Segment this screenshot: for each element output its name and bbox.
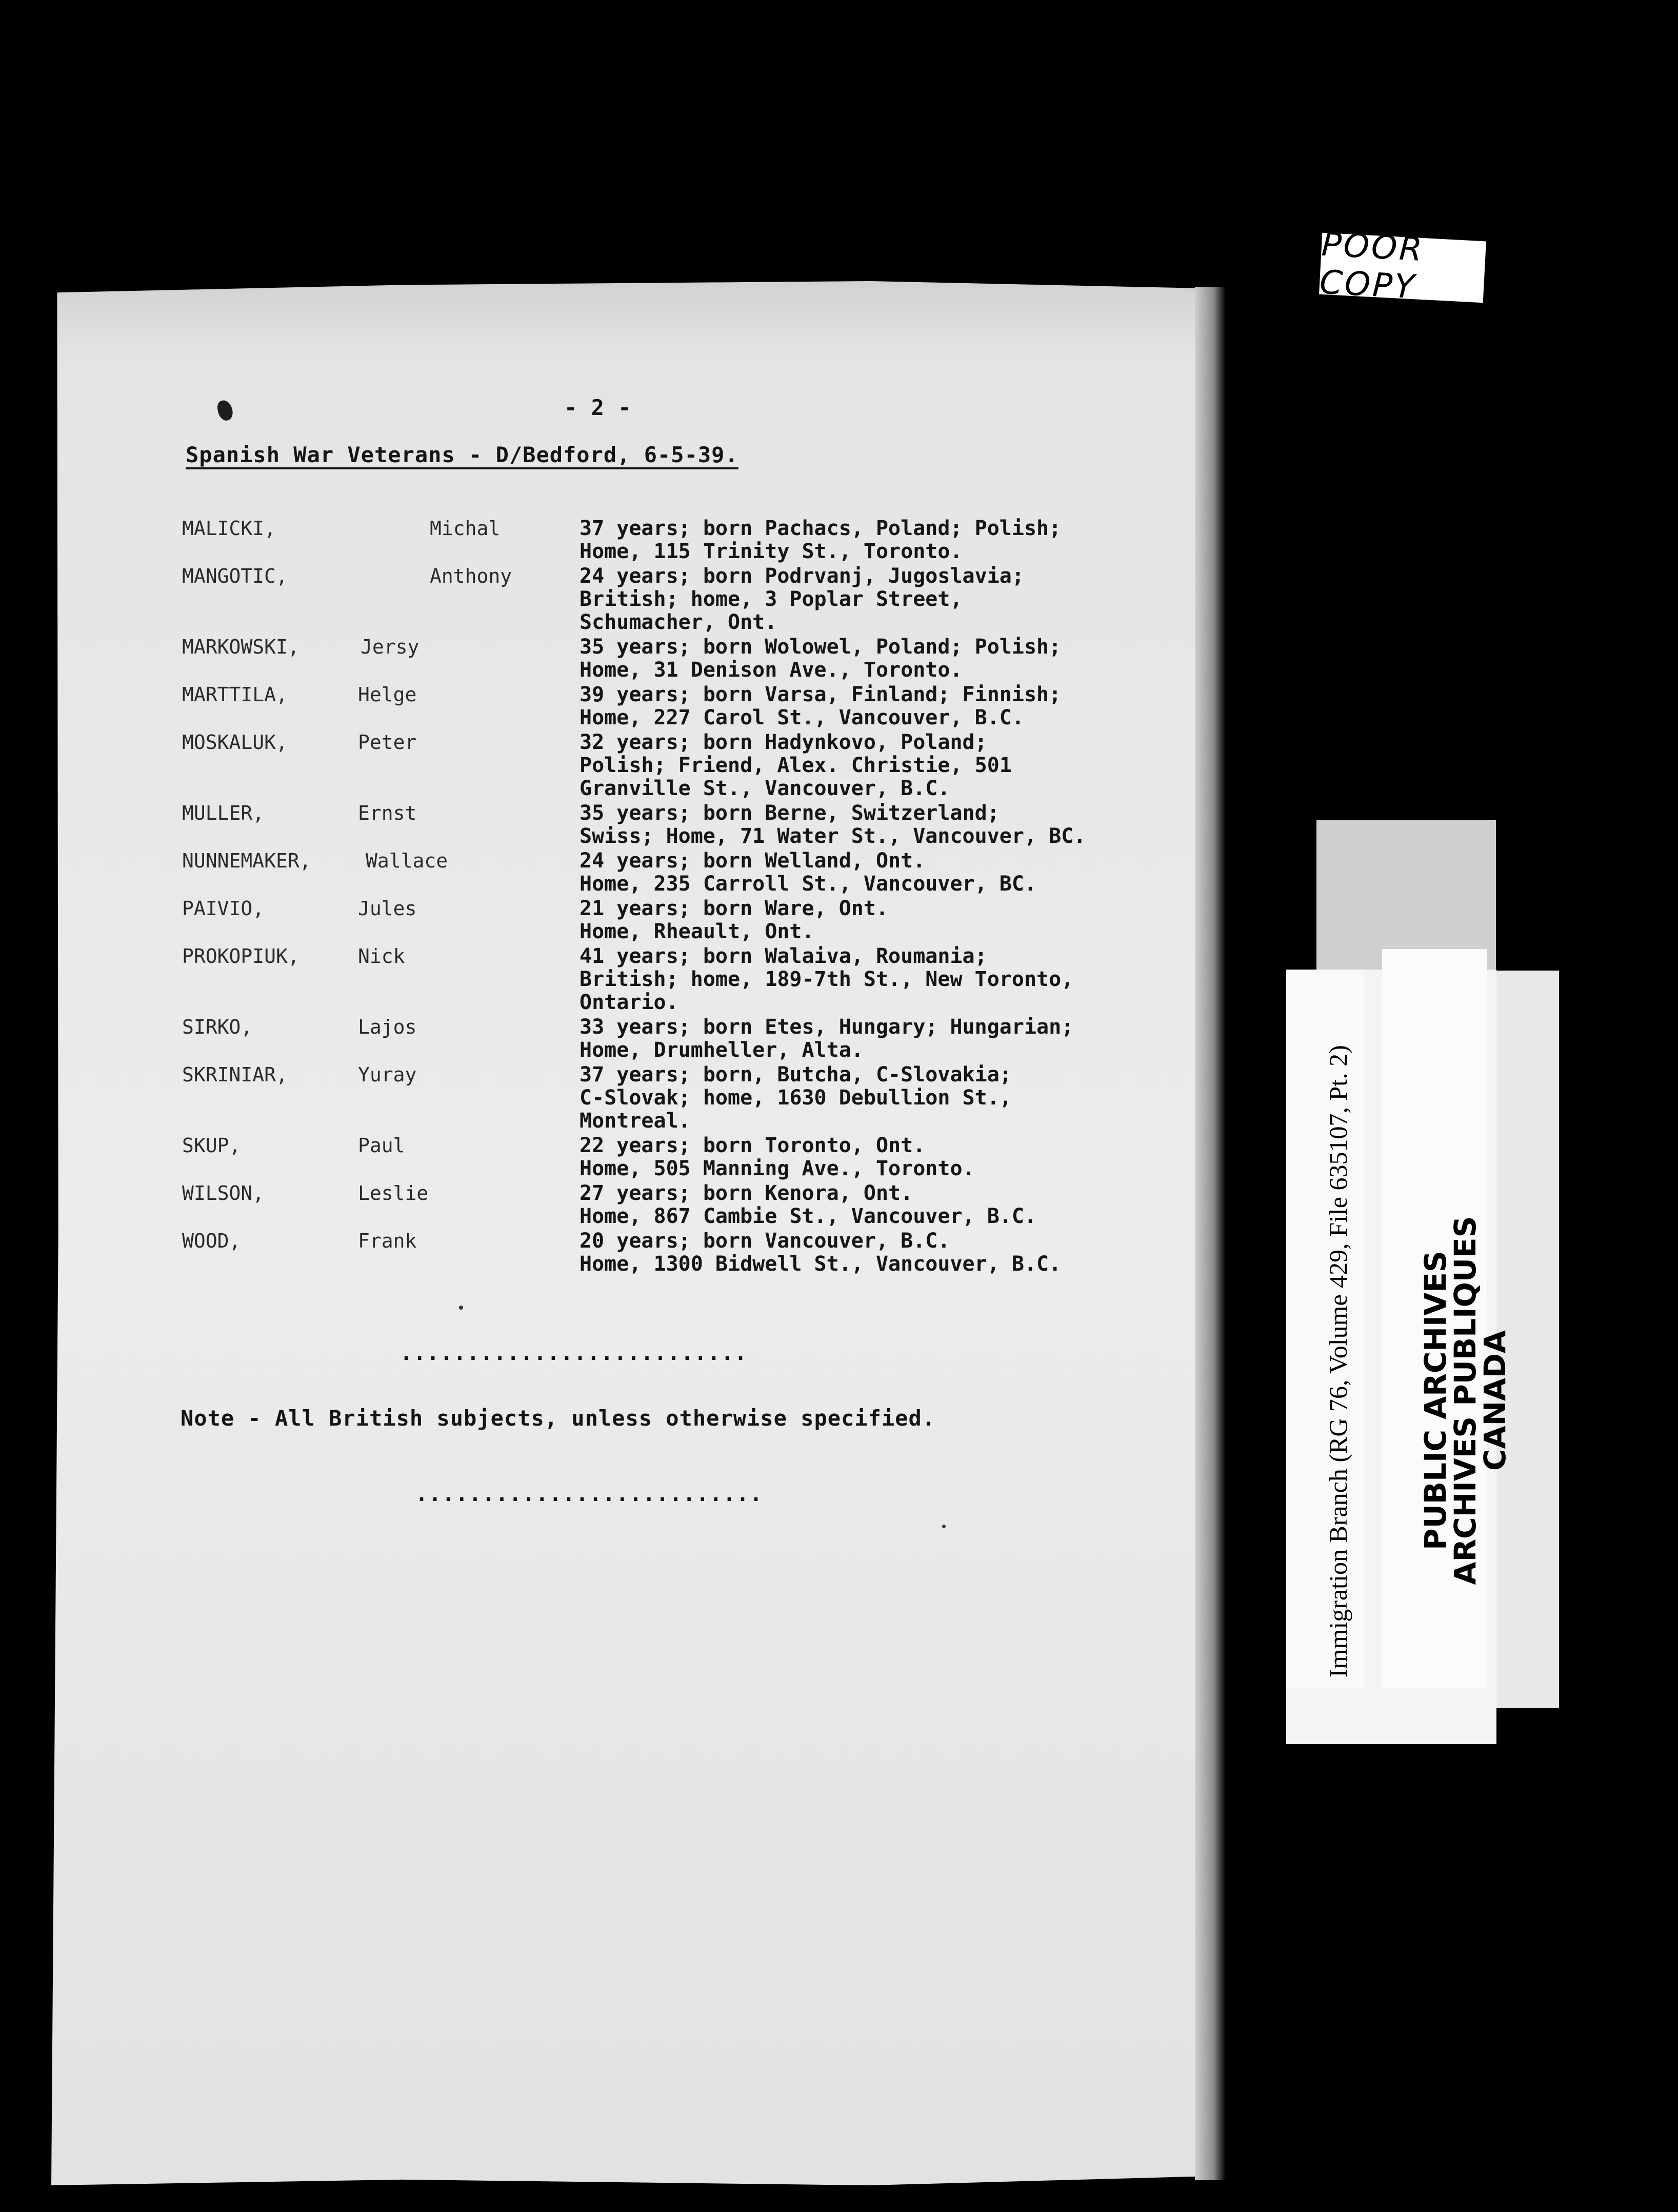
entry-detail-line: Polish; Friend, Alex. Christie, 501 [580,754,1012,777]
entry-given-name: Anthony [430,565,512,587]
entry-surname: NUNNEMAKER, [182,850,311,872]
entry-given-name: Frank [358,1230,417,1252]
entry-detail-line: British; home, 3 Poplar Street, [580,587,963,611]
roster-entry [182,1134,1197,1182]
entry-detail-line: 32 years; born Hadynkovo, Poland; [580,730,987,754]
poor-copy-label: POOR COPY [1319,233,1486,303]
speck [459,1306,463,1310]
entry-detail-line: Home, 235 Carroll St., Vancouver, BC. [580,872,1037,896]
entry-given-name: Wallace [366,850,448,872]
entry-detail-line: Home, 505 Manning Ave., Toronto. [580,1157,975,1180]
roster-entry [182,517,1197,565]
entry-details [580,731,1012,800]
entry-detail-line: Home, Rheault, Ont. [580,920,814,943]
entry-given-name: Paul [358,1134,405,1157]
roster-entry [182,945,1197,1016]
entry-details [580,1016,1073,1062]
entry-surname: MARKOWSKI, [182,636,299,658]
note-text: Note - All British subjects, unless otherwise specified. [181,1406,936,1431]
entry-surname: MULLER, [182,802,265,824]
veterans-roster [182,517,1197,1277]
entry-details [580,565,1024,634]
entry-detail-line: Granville St., Vancouver, B.C. [580,777,950,800]
entry-given-name: Peter [358,731,417,754]
entry-detail-line: Ontario. [580,991,678,1014]
entry-given-name: Jersy [361,636,419,658]
archive-stamp-line-3: CANADA [1477,1330,1512,1471]
entry-detail-line: Schumacher, Ont. [580,610,777,634]
entry-surname: MOSKALUK, [182,731,288,754]
roster-entry [182,683,1197,731]
entry-detail-line: 33 years; born Etes, Hungary; Hungarian; [580,1015,1074,1039]
entry-details [580,1230,1061,1276]
entry-detail-line: Home, 1300 Bidwell St., Vancouver, B.C. [580,1252,1062,1276]
entry-detail-line: Home, Drumheller, Alta. [580,1038,864,1062]
entry-surname: WILSON, [182,1182,265,1204]
entry-surname: MALICKI, [182,517,276,540]
separator-top: .......................... [400,1341,748,1365]
archive-stamp [1418,1134,1523,1667]
entry-details [580,802,1086,848]
entry-surname: PROKOPIUK, [182,945,299,967]
entry-given-name: Nick [358,945,405,967]
roster-entry [182,636,1197,683]
roster-entry [182,1016,1197,1063]
archive-stamp-line-2: ARCHIVES PUBLIQUES [1448,1216,1483,1585]
entry-detail-line: C-Slovak; home, 1630 Debullion St., [580,1086,1012,1110]
entry-detail-line: 20 years; born Vancouver, B.C. [580,1229,950,1253]
roster-entry [182,1230,1197,1277]
roster-entry [182,731,1197,802]
entry-surname: PAIVIO, [182,897,265,920]
entry-detail-line: 39 years; born Varsa, Finland; Finnish; [580,683,1062,706]
entry-detail-line: British; home, 189-7th St., New Toronto, [580,967,1074,991]
entry-given-name: Lajos [358,1016,417,1038]
page-number: - 2 - [564,395,632,420]
entry-details [580,517,1061,563]
entry-surname: SKUP, [182,1134,241,1157]
entry-given-name: Jules [358,897,417,920]
entry-given-name: Ernst [358,802,417,824]
roster-entry [182,1063,1197,1134]
archive-stamp-line-1: PUBLIC ARCHIVES [1418,1251,1453,1550]
entry-given-name: Michal [430,517,501,540]
separator-bottom: .......................... [415,1483,764,1506]
entry-surname: SIRKO, [182,1016,253,1038]
roster-entry [182,802,1197,850]
entry-detail-line: 21 years; born Ware, Ont. [580,897,889,920]
entry-detail-line: Home, 227 Carol St., Vancouver, B.C. [580,706,1024,729]
file-reference: Immigration Branch (RG 76, Volume 429, File 635107, Pt. 2) [1324,1045,1352,1677]
document-header: Spanish War Veterans - D/Bedford, 6-5-39. [186,442,738,467]
entry-detail-line: Montreal. [580,1109,691,1133]
entry-detail-line: Home, 867 Cambie St., Vancouver, B.C. [580,1204,1037,1228]
entry-surname: SKRINIAR, [182,1063,288,1086]
speck [942,1525,946,1528]
entry-detail-line: 24 years; born Podrvanj, Jugoslavia; [580,564,1024,588]
roster-entry [182,565,1197,636]
entry-detail-line: 41 years; born Walaiva, Roumania; [580,944,987,968]
entry-detail-line: 24 years; born Welland, Ont. [580,849,926,873]
entry-given-name: Helge [358,683,417,706]
entry-detail-line: 35 years; born Berne, Switzerland; [580,801,1000,825]
entry-surname: MANGOTIC, [182,565,288,587]
entry-given-name: Yuray [358,1063,417,1086]
roster-entry [182,1182,1197,1230]
roster-entry [182,897,1197,945]
entry-surname: MARTTILA, [182,683,288,706]
entry-detail-line: 22 years; born Toronto, Ont. [580,1134,926,1157]
roster-entry [182,850,1197,897]
entry-details [580,1063,1012,1133]
entry-detail-line: Swiss; Home, 71 Water St., Vancouver, BC. [580,824,1086,848]
entry-details [580,945,1073,1014]
entry-detail-line: 35 years; born Wolowel, Poland; Polish; [580,635,1062,659]
entry-detail-line: 27 years; born Kenora, Ont. [580,1181,913,1205]
entry-detail-line: 37 years; born, Butcha, C-Slovakia; [580,1063,1012,1087]
entry-details [580,850,1036,896]
entry-details [580,683,1061,729]
entry-detail-line: Home, 31 Denison Ave., Toronto. [580,658,963,682]
entry-given-name: Leslie [358,1182,429,1204]
entry-details [580,897,888,943]
entry-detail-line: Home, 115 Trinity St., Toronto. [580,540,963,563]
entry-details [580,1134,975,1180]
entry-details [580,1182,1036,1228]
entry-details [580,636,1061,682]
entry-surname: WOOD, [182,1230,241,1252]
page-edge [1195,287,1226,2180]
entry-detail-line: 37 years; born Pachacs, Poland; Polish; [580,517,1062,540]
